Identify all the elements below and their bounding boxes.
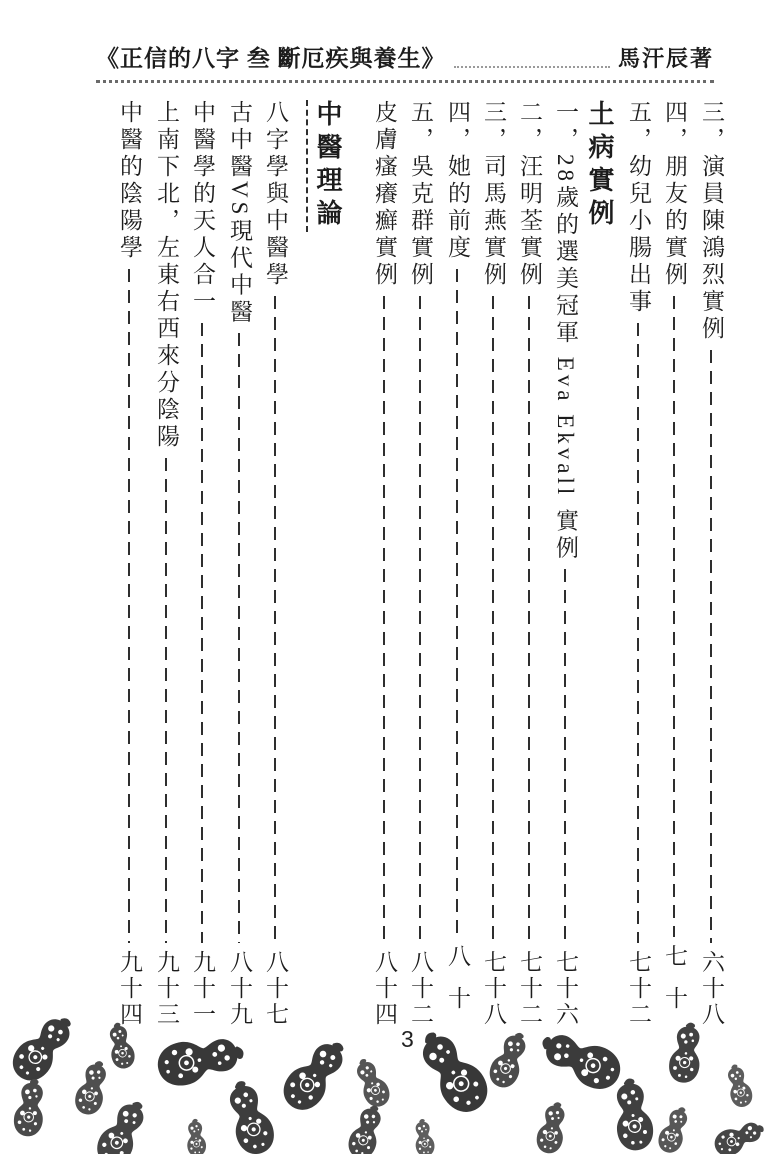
gourd-icon bbox=[275, 1031, 355, 1118]
toc-entry-page: 八十四 bbox=[372, 950, 397, 1028]
toc-entry-title: 皮膚瘙癢癬實例 bbox=[372, 100, 397, 289]
gourd-icon bbox=[723, 1062, 755, 1109]
toc-entry-title: 八字學與中醫學 bbox=[263, 100, 288, 289]
book-title: 《正信的八字 叁 斷厄疾與養生》 bbox=[96, 46, 446, 71]
toc-entry-page: 八十七 bbox=[263, 950, 288, 1028]
toc-entry-page: 九十一 bbox=[190, 950, 215, 1028]
toc-entry-title: 古中醫VS現代中醫 bbox=[227, 100, 252, 327]
toc-entry-title: 中醫的陰陽學 bbox=[117, 100, 142, 262]
toc-entry-title: 四，朋友的實例 bbox=[662, 100, 687, 289]
gourd-icon bbox=[610, 1076, 656, 1152]
toc-entry-title: 五，幼兒小腸出事 bbox=[626, 100, 651, 316]
gourd-icon bbox=[72, 1058, 113, 1118]
gourd-icon bbox=[220, 1076, 279, 1154]
gourd-icon bbox=[5, 1007, 82, 1089]
gourd-icon bbox=[655, 1103, 694, 1154]
gourd-icon bbox=[105, 1021, 137, 1071]
page-number: 3 bbox=[401, 1026, 414, 1052]
gourd-band-svg bbox=[0, 1000, 766, 1154]
toc-entry bbox=[694, 100, 728, 1028]
gourd-icon bbox=[154, 1030, 248, 1090]
toc-entry bbox=[440, 100, 474, 1028]
toc-section-heading bbox=[311, 100, 345, 1028]
gourd-icon bbox=[185, 1118, 207, 1154]
toc-entry-page: 九十四 bbox=[117, 950, 142, 1028]
toc-section-heading bbox=[583, 100, 617, 1028]
toc-entry bbox=[185, 100, 219, 1028]
toc-entry-page: 八十 bbox=[445, 944, 470, 1028]
dashed-leader bbox=[383, 296, 385, 943]
gourd-decoration-band bbox=[0, 1000, 766, 1154]
toc-entry-title: 三，司馬燕實例 bbox=[481, 100, 506, 289]
toc-entry-page: 七十 bbox=[662, 944, 687, 1028]
dashed-leader bbox=[274, 296, 276, 943]
gourd-icon bbox=[534, 1099, 570, 1154]
gourd-icon bbox=[485, 1027, 533, 1091]
page-header bbox=[96, 40, 714, 83]
dashed-leader bbox=[637, 323, 639, 943]
header-dotted-leader bbox=[454, 66, 610, 68]
toc-entry-page: 六十八 bbox=[699, 950, 724, 1028]
toc-entry-page: 七十六 bbox=[553, 950, 578, 1028]
toc-entry bbox=[222, 100, 256, 1028]
dashed-leader bbox=[128, 269, 130, 943]
toc-entry bbox=[476, 100, 510, 1028]
toc-entry-title: 中醫學的天人合一 bbox=[190, 100, 215, 316]
gourd-icon bbox=[667, 1020, 705, 1084]
toc-entry-title: 四，她的前度 bbox=[445, 100, 470, 262]
toc-entry-page: 八十二 bbox=[408, 950, 433, 1028]
toc-entry bbox=[258, 100, 292, 1028]
dashed-leader bbox=[710, 350, 712, 943]
toc-entry-title: 一，28歲的選美冠軍 Eva Ekvall 實例 bbox=[553, 100, 578, 563]
toc-entry bbox=[657, 100, 691, 1028]
toc-entry-page: 七十八 bbox=[481, 950, 506, 1028]
toc-entry bbox=[403, 100, 437, 1028]
toc-entry bbox=[149, 100, 183, 1028]
gourd-icon bbox=[409, 1022, 497, 1121]
toc-entry-page: 八十九 bbox=[227, 950, 252, 1028]
toc-entry-title: 五，吳克群實例 bbox=[408, 100, 433, 289]
toc-entry-title: 上南下北，左東右西來分陰陽 bbox=[154, 100, 179, 451]
toc-entry-page: 七十二 bbox=[626, 950, 651, 1028]
toc-entry-title: 三，演員陳鴻烈實例 bbox=[699, 100, 724, 343]
dashed-leader bbox=[528, 296, 530, 943]
toc-entry-page: 七十二 bbox=[517, 950, 542, 1028]
toc-entry bbox=[112, 100, 146, 1028]
toc-entry bbox=[548, 100, 582, 1028]
toc-entry bbox=[367, 100, 401, 1028]
dashed-leader bbox=[238, 333, 240, 943]
table-of-contents bbox=[0, 100, 766, 1028]
dashed-leader bbox=[165, 458, 167, 943]
toc-entry-title: 二，汪明荃實例 bbox=[517, 100, 542, 289]
dashed-leader bbox=[492, 296, 494, 943]
toc-section-heading-text: 中醫理論 bbox=[306, 100, 342, 232]
dashed-leader bbox=[419, 296, 421, 943]
dashed-leader bbox=[201, 323, 203, 943]
dashed-leader bbox=[456, 269, 458, 937]
gourd-icon bbox=[350, 1054, 394, 1110]
dashed-leader bbox=[564, 569, 566, 943]
gourd-icon bbox=[12, 1077, 49, 1138]
gourd-icon bbox=[345, 1101, 388, 1154]
toc-section-heading-text: 土病實例 bbox=[585, 100, 614, 232]
dashed-leader bbox=[673, 296, 675, 937]
toc-entry bbox=[512, 100, 546, 1028]
author-name: 馬汗辰著 bbox=[617, 46, 714, 71]
toc-entry-page: 九十三 bbox=[154, 950, 179, 1028]
gourd-icon bbox=[710, 1115, 766, 1154]
gourd-icon bbox=[412, 1118, 436, 1154]
toc-entry bbox=[621, 100, 655, 1028]
gourd-icon bbox=[534, 1023, 628, 1096]
